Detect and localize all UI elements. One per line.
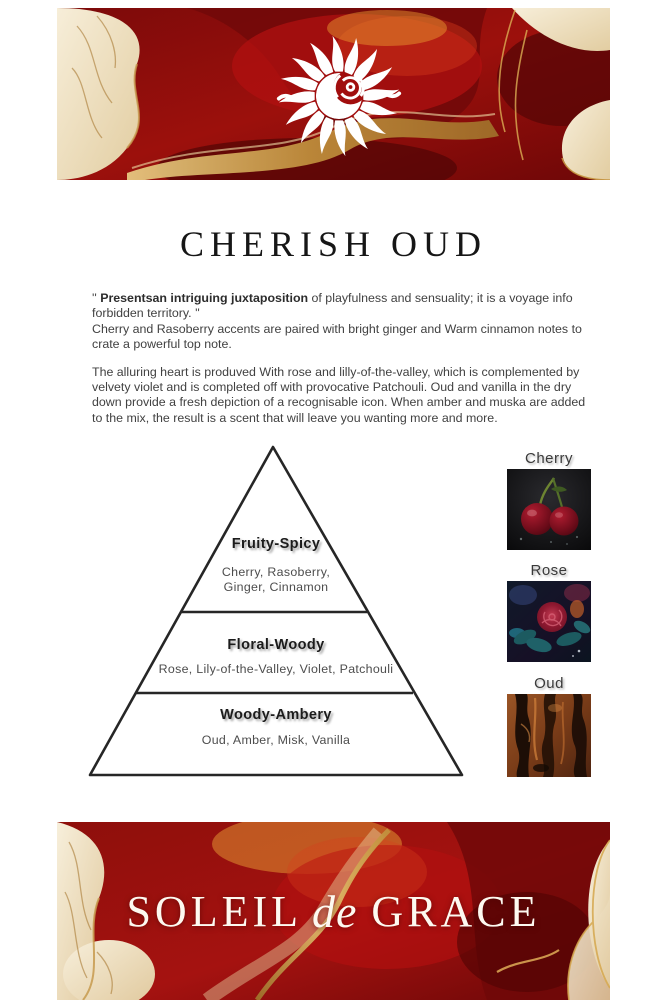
tier-middle-name: Floral-Woody [227, 637, 325, 653]
tier-top-name: Fruity-Spicy [231, 536, 321, 552]
brand-last: GRACE [371, 886, 541, 936]
description-block [92, 291, 588, 438]
brand-wordmark [57, 822, 610, 1000]
tier-base-notes: Oud, Amber, Misk, Vanilla [201, 733, 351, 747]
top-marble-banner [57, 8, 610, 180]
heart-base-paragraph: The alluring heart is produved With rose and lilly-of-the-valley, which is complemented by velvety violet and is completed off with provocative Patchouli. Oud and vanilla in the dry down provide a fresh depiction of a recognisable icon. When amber and muska are added to the mix, the result is a scent that will leave you wanting more and more. [92, 364, 586, 425]
tier-base-name: Woody-Ambery [220, 707, 332, 723]
quote-rest: of playfulness and sensuality; it is a voyage info forbidden territory. '' [92, 291, 573, 321]
oud-label: Oud [534, 675, 564, 692]
brand-middle: de [311, 885, 358, 937]
quote-bold: Presentsan intriguing juxtaposition [100, 291, 309, 305]
product-title: CHERISH OUD [179, 224, 487, 264]
tier-middle-notes: Rose, Lily-of-the-Valley, Violet, Patchouli [158, 662, 394, 676]
olfactory-pyramid-diagram [76, 430, 476, 790]
top-note-sentence: Cherry and Rasoberry accents are paired with bright ginger and Warm cinnamon notes to crate a powerful top note. [92, 321, 582, 352]
cherry-image [507, 469, 591, 550]
rose-image [507, 581, 591, 662]
bottom-marble-banner [57, 822, 610, 1000]
oud-image [507, 694, 591, 777]
rose-label: Rose [530, 562, 568, 579]
cherry-label: Cherry [524, 450, 573, 467]
tier-top-notes: Cherry, Rasoberry, Ginger, Cinnamon [221, 565, 331, 594]
brand-first: SOLEIL [126, 886, 302, 936]
sun-crescent-rose-logo-icon [275, 32, 403, 160]
quote-open: '' [92, 291, 101, 305]
quote-and-top-notes [92, 291, 588, 353]
